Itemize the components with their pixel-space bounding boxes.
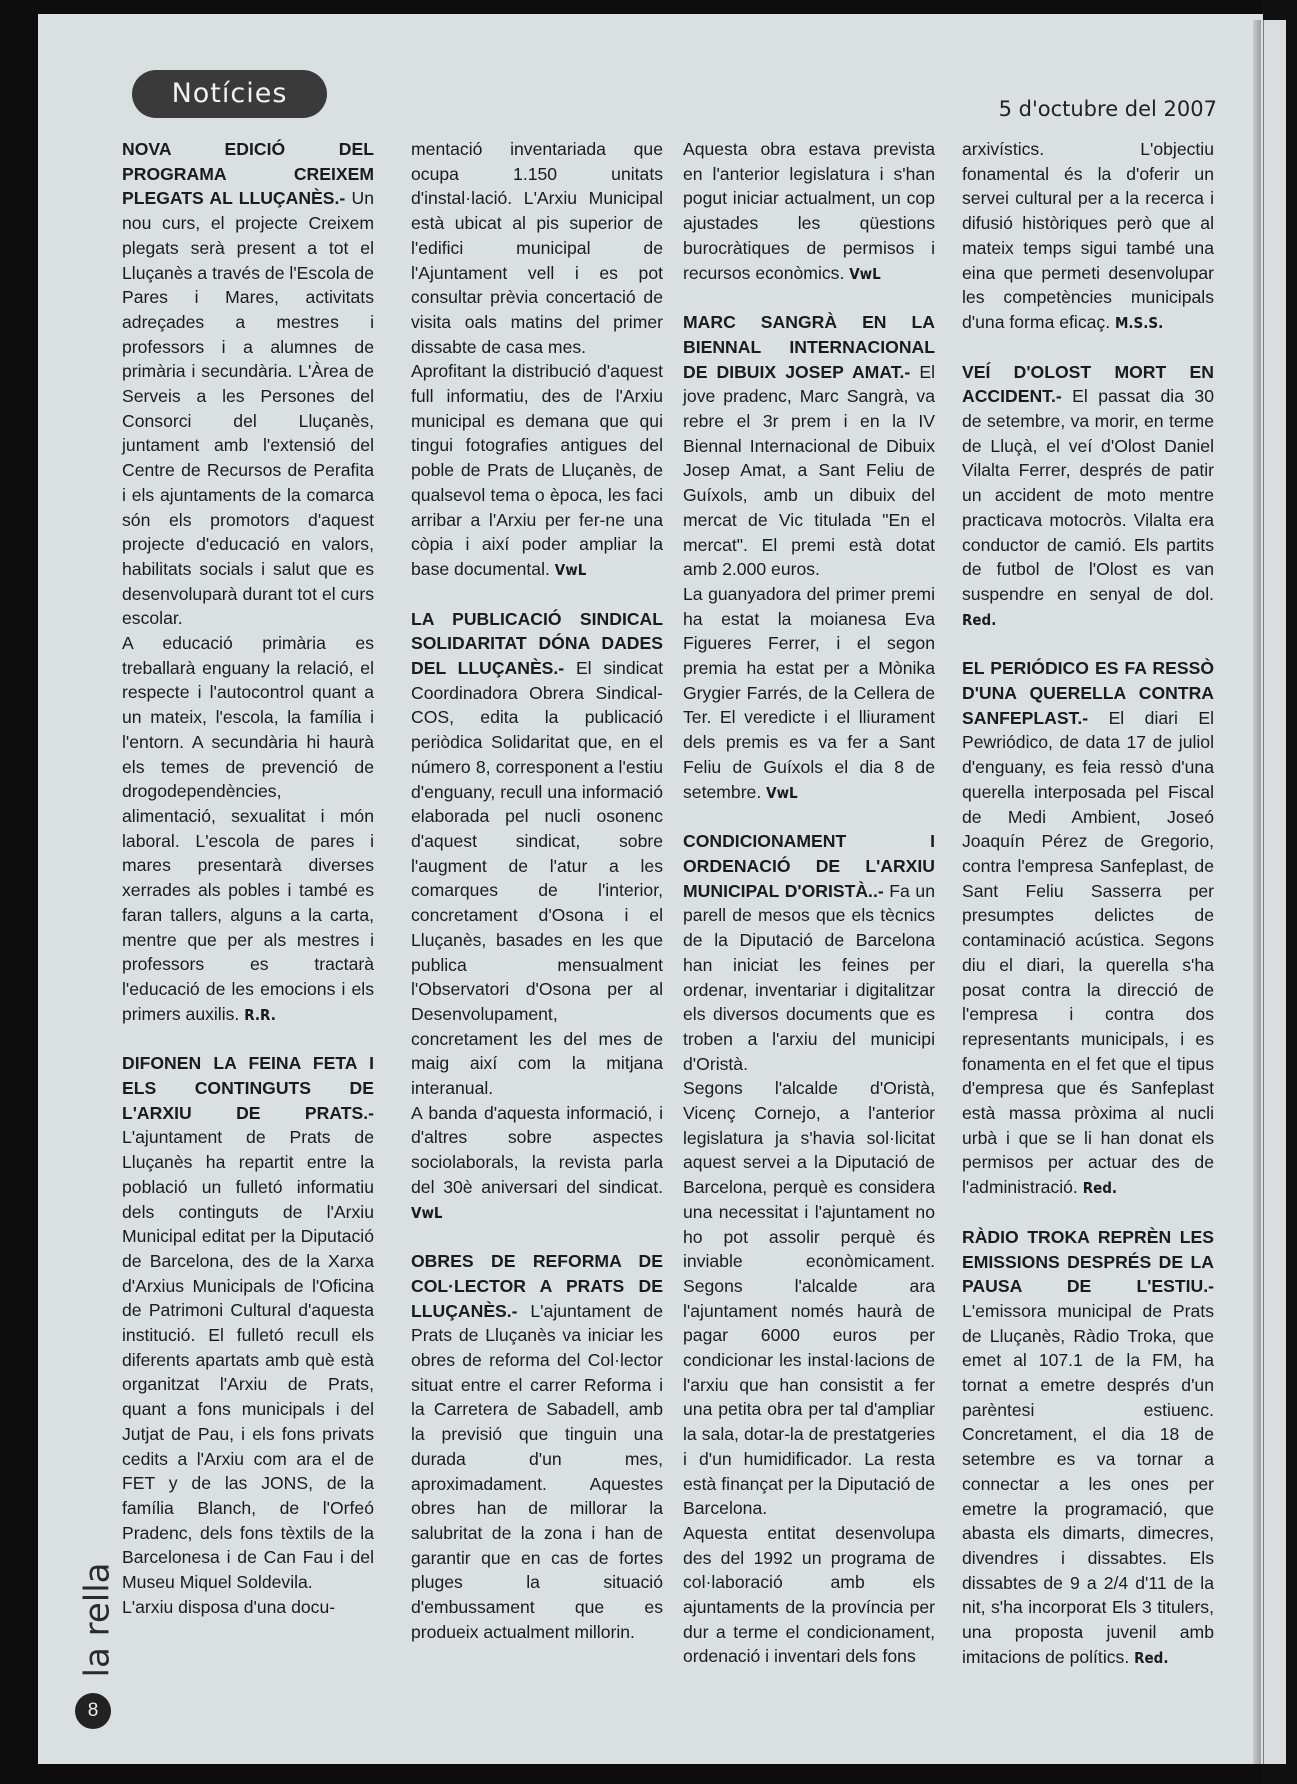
article-paragraph: [411, 1101, 663, 1226]
article-headline: EL PERIÓDICO ES FA RESSÒ D'UNA QUERELLA CONTRA SANFEPLAST.-: [962, 658, 1214, 728]
article-paragraph-with-headline: [122, 137, 374, 631]
article-headline: MARC SANGRÀ EN LA BIENNAL INTERNACIONAL DE DIBUIX JOSEP AMAT.-: [683, 312, 935, 382]
article-paragraph-with-headline: [683, 310, 935, 582]
article-text: A educació primària es treballarà enguany la relació, el respecte i l'autocontrol quant a un mateix, l'escola, la família i l'entorn. A secundària hi haurà els temes de prevenció de drogodependències, alimentació, sexualitat i món laboral. L'escola de pares i mares presentarà diverses xerrades als pobles i també es faran tallers, alguns a la carta, mentre que per als mestres i professors es tractarà l'educació de les emocions i els primers auxilis.: [122, 633, 374, 1024]
page-fold-shadow: [1253, 20, 1261, 1764]
article-text: L'arxiu disposa d'una docu-: [122, 1596, 336, 1617]
author-signature: VwL: [766, 783, 798, 802]
article-text: El jove pradenc, Marc Sangrà, va rebre el 3r prem i en la IV Biennal Internacional de Dibuix Josep Amat, a Sant Feliu de Guíxols, amb un dibuix del mercat de Vic titulada "En el mercat". El premi està dotat amb 2.000 euros.: [683, 361, 936, 580]
paragraph-gap: [122, 1027, 374, 1051]
issue-date: 5 d'octubre del 2007: [998, 97, 1217, 121]
author-signature: Red.: [962, 610, 997, 629]
article-text: El sindicat Coordinadora Obrera Sindical-COS, edita la publicació periòdica Solidaritat que, en el número 8, corresponent a l'estiu d'enguany, recull una informació elaborada pel nucli osonenc d'aquest sindicat, sobre l'augment de l'atur a les comarques de l'interior, concretament d'Osona i el Lluçanès, basades en les que publica mensualment l'Observatori d'Osona per al Desenvolupament, concretament les del mes de maig així com la mitjana interanual.: [411, 658, 663, 1099]
article-headline: CONDICIONAMENT I ORDENACIÓ DE L'ARXIU MUNICIPAL D'ORISTÀ..-: [683, 831, 935, 901]
article-paragraph: [411, 359, 663, 582]
article-headline: NOVA EDICIÓ DEL PROGRAMA CREIXEM PLEGATS AL LLUÇANÈS.-: [122, 139, 374, 209]
author-signature: R.R.: [244, 1005, 276, 1024]
next-page-edge: [1262, 20, 1286, 1764]
article-paragraph: [683, 137, 935, 286]
brand-text: la rella: [77, 1562, 118, 1678]
article-column-2: [411, 137, 663, 1644]
article-text: Aquesta obra estava prevista en l'anterior legislatura i s'han pogut iniciar actualment, un cop ajustades les qüestions burocràtiques de permisos i recursos econòmics.: [683, 139, 935, 283]
article-paragraph-with-headline: [411, 607, 663, 1101]
article-text: L'ajuntament de Prats de Lluçanès va iniciar les obres de reforma del Col·lector situat entre el carrer Reforma i la Carretera de Sabadell, amb la previsió que tinguin una durada d'un mes, aproximadament. Aquestes obres han de millorar la salubritat de la zona i han de garantir que en cas de fortes pluges la situació d'embussament que es produeix actualment millorin.: [411, 1300, 663, 1642]
article-headline: RÀDIO TROKA REPRÈN LES EMISSIONS DESPRÉS DE LA PAUSA DE L'ESTIU.-: [962, 1226, 1214, 1297]
paragraph-gap: [962, 1201, 1214, 1225]
author-signature: VwL: [554, 560, 587, 579]
article-paragraph-with-headline: [683, 829, 935, 1076]
article-paragraph-with-headline: [122, 1051, 374, 1594]
author-signature: Red.: [1134, 1648, 1169, 1667]
author-signature: M.S.S.: [1115, 313, 1164, 332]
author-signature: VwL: [411, 1203, 443, 1222]
article-column-3: [683, 137, 935, 1669]
article-text: mentació inventariada que ocupa 1.150 unitats d'instal·lació. L'Arxiu Municipal està ubicat al pis superior de l'edifici municipal de l'Ajuntament vell i es pot consultar prèvia concertació de visita oals matins del primer dissabte de casa mes.: [411, 139, 663, 357]
article-paragraph: [122, 1595, 374, 1620]
article-paragraph: [683, 1521, 935, 1669]
article-text: arxivístics. L'objectiu fonamental és la d'oferir un servei cultural per a la recerca i difusió històriques però que al mateix temps sigui també una eina que permeti desenvolupar les competències municipals d'una forma eficaç.: [962, 139, 1214, 332]
article-text: La guanyadora del primer premi ha estat la moianesa Eva Figueres Ferrer, i el segon premia ha estat per a Mònika Grygier Farrés, de la Cellera de Ter. El veredicte i el lliurament dels premis es va fer a Sant Feliu de Guíxols el dia 8 de setembre.: [683, 583, 935, 802]
paragraph-gap: [683, 805, 935, 829]
magazine-brand: [70, 1560, 130, 1680]
article-paragraph: [411, 137, 663, 359]
article-paragraph-with-headline: [962, 360, 1214, 633]
article-text: Aprofitant la distribució d'aquest full informatiu, des de l'Arxiu municipal es demana que qui tingui fotografies antigues del poble de Prats de Lluçanès, de qualsevol tema o època, les faci arribar a l'Arxiu per fer-ne una còpia i així poder ampliar la base documental.: [411, 361, 663, 579]
author-signature: VwL: [849, 264, 881, 283]
article-column-4: [962, 137, 1214, 1670]
article-text: Aquesta entitat desenvolupa des del 1992 un programa de col·laboració amb els ajuntaments de la província per dur a terme el condicionament, ordenació i inventari dels fons: [683, 1522, 935, 1667]
article-text: Fa un parell de mesos que els tècnics de la Diputació de Barcelona han iniciat les feines per ordenar, inventariar i digitalitzar els diversos documents que es troben a l'arxiu del municipi d'Oristà.: [683, 880, 935, 1074]
article-text: Segons l'alcalde d'Oristà, Vicenç Cornejo, a l'anterior legislatura ja s'havia sol·licitat aquest servei a la Diputació de Barcelona, perquè es considera una necessitat i l'ajuntament no ho pot assolir perquè és inviable econòmicament. Segons l'alcalde ara l'ajuntament només haurà de pagar 6000 euros per condicionar les instal·lacions de l'arxiu que han consistit a fer una petita obra per tal d'ampliar la sala, dotar-la de prestatgeries i d'un humidificador. La resta està finançat per la Diputació de Barcelona.: [683, 1078, 935, 1519]
article-text: El passat dia 30 de setembre, va morir, en terme de Lluçà, el veí d'Olost Daniel Vilalta Ferrer, després de patir un accident de moto mentre practicava motocròs. Vilalta era conductor de camió. Els partits de futbol de l'Olost es van suspendre en senyal de dol.: [962, 386, 1215, 604]
article-headline: OBRES DE REFORMA DE COL·LECTOR A PRATS DE LLUÇANÈS.-: [411, 1251, 663, 1321]
section-title: Notícies: [132, 70, 327, 118]
article-text: Un nou curs, el projecte Creixem plegats serà present a tot el Lluçanès a través de l'Escola de Pares i Mares, activitats adreçades a mestres i professors i a alumnes de primària i secundària. L'Àrea de Serveis a les Persones del Consorci del Lluçanès, juntament amb l'extensió del Centre de Recursos de Perafita i els ajuntaments de la comarca són els promotors d'aquest projecte d'educació en valors, habilitats socials i salut que es desenvoluparà durant tot el curs escolar.: [122, 188, 374, 629]
article-paragraph: [683, 1076, 935, 1521]
paragraph-gap: [411, 583, 663, 607]
article-text: A banda d'aquesta informació, i d'altres sobre aspectes sociolaborals, la revista parla del 30è aniversari del sindicat.: [411, 1102, 663, 1197]
article-text: L'ajuntament de Prats de Lluçanès ha repartit entre la població un fulletó informatiu dels continguts de l'Arxiu Municipal editat per la Diputació de Barcelona, des de la Xarxa d'Arxius Municipals de l'Oficina de Patrimoni Cultural d'aquesta institució. El fulletó recull els diferents apartats amb què està organitzat l'Arxiu de Prats, quant a fons municipals i del Jutjat de Pau, i els fons privats cedits a l'Arxiu com ara el de FET y de las JONS, de la família Blanch, de l'Orfeó Pradenc, dels fons tèxtils de la Barcelonesa i de Can Fau i del Museu Miquel Soldevila.: [122, 1127, 374, 1593]
article-paragraph: [962, 137, 1214, 336]
article-paragraph-with-headline: [411, 1249, 663, 1644]
paragraph-gap: [411, 1225, 663, 1249]
article-paragraph-with-headline: [962, 1225, 1214, 1671]
article-text: El diari El Pewriódico, de data 17 de juliol d'enguany, es feia ressò d'una querella interposada pel Fiscal de Medi Ambient, Joseó Joaquín Pérez de Gregorio, contra l'empresa Sanfeplast, de Sant Feliu Sasserra per presumptes delictes de contaminació acústica. Segons diu el diari, la querella s'ha posat contra la direcció de l'empresa i contra dos representants municipals, i es fonamenta en el fet que el tipus d'empresa que és Sanfeplast està massa pròxima al nucli urbà i que se li han donat els permisos per actuar des de l'administració.: [962, 707, 1215, 1198]
article-headline: LA PUBLICACIÓ SINDICAL SOLIDARITAT DÓNA DADES DEL LLUÇANÈS.-: [411, 608, 663, 679]
paragraph-gap: [683, 286, 935, 310]
author-signature: Red.: [1082, 1179, 1118, 1198]
article-paragraph-with-headline: [962, 656, 1214, 1200]
article-headline: DIFONEN LA FEINA FETA I ELS CONTINGUTS DE L'ARXIU DE PRATS.-: [122, 1053, 374, 1123]
paragraph-gap: [962, 632, 1214, 656]
article-headline: VEÍ D'OLOST MORT EN ACCIDENT.-: [962, 361, 1214, 407]
article-paragraph: [683, 582, 935, 805]
article-text: L'emissora municipal de Prats de Lluçanès, Ràdio Troka, que emet al 107.1 de la FM, ha tornat a emetre després d'un parèntesi estiuenc. Concretament, el dia 18 de setembre es va tornar a connectar a les ones per emetre la programació, que abasta els dimarts, dimecres, divendres i dissabtes. Els dissabtes de 9 a 2/4 d'11 de la nit, s'ha incorporat Els 3 titulers, una proposta juvenil amb imitacions de polítics.: [962, 1300, 1214, 1667]
article-paragraph: [122, 631, 374, 1027]
article-column-1: [122, 137, 374, 1619]
paragraph-gap: [962, 336, 1214, 360]
page-number: 8: [75, 1693, 111, 1729]
